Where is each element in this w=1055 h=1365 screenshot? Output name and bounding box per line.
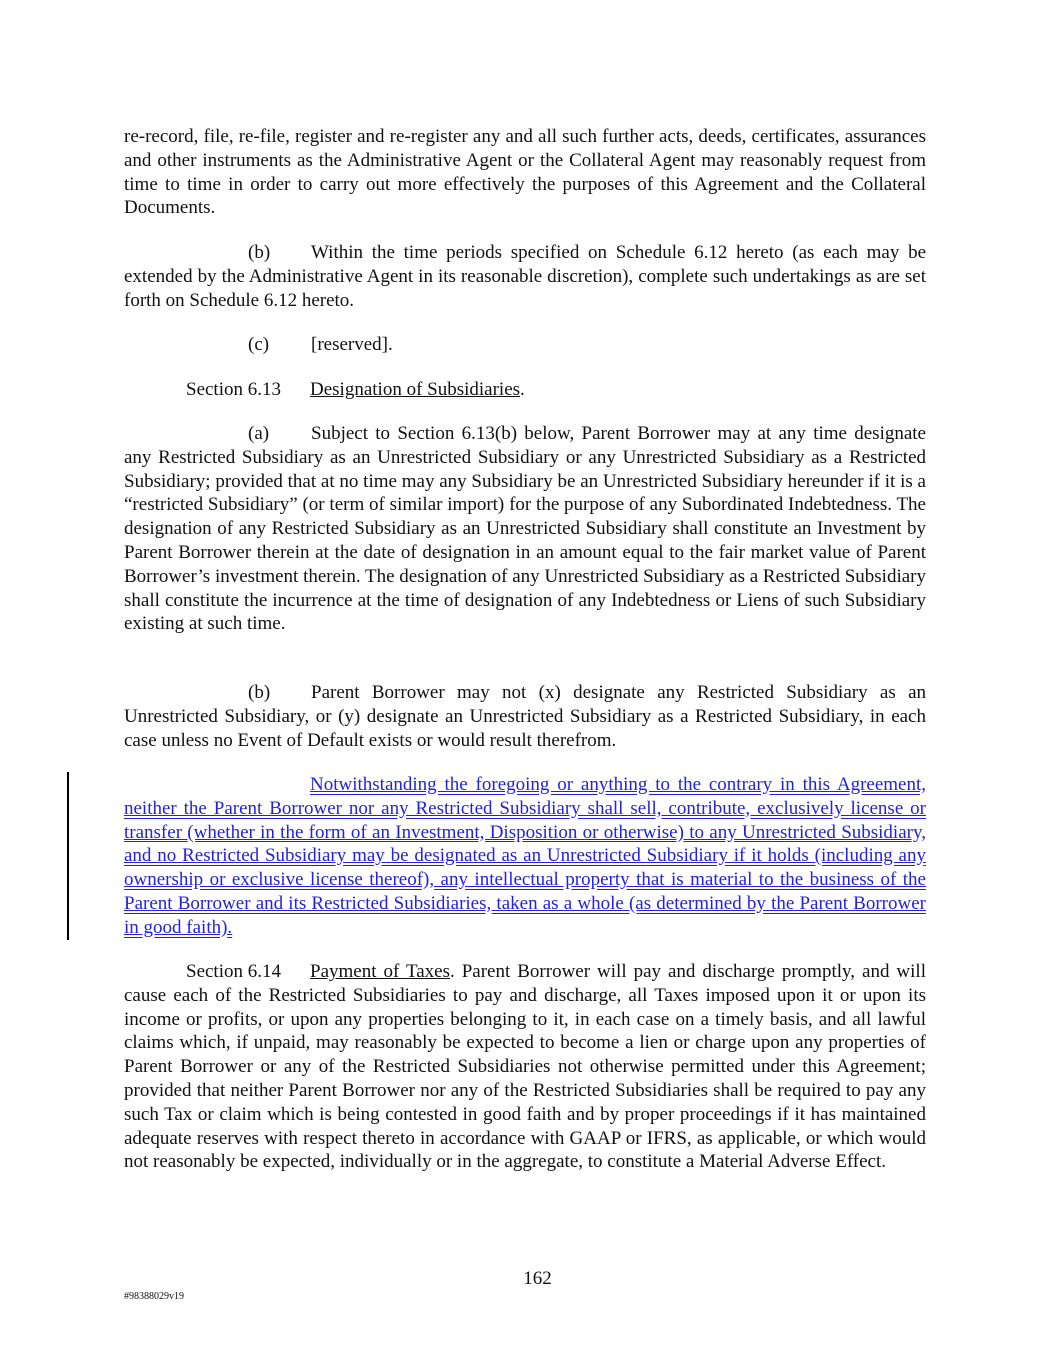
section-title-period: . — [520, 379, 525, 400]
paragraph-continuation — [124, 125, 926, 220]
paragraph-label: (c) — [248, 334, 270, 355]
section-6-13-heading — [124, 378, 926, 402]
paragraph-inserted-revision — [124, 773, 926, 940]
paragraph-label: (a) — [248, 423, 270, 444]
document-id: #98388029v19 — [124, 1291, 184, 1302]
section-number: Section 6.14 — [186, 961, 281, 982]
section-number: Section 6.13 — [186, 379, 281, 400]
paragraph-label: (b) — [248, 682, 271, 703]
paragraph-text: Subject to Section 6.13(b) below, Parent Borrower may at any time designate any Restricted Subsidiary as an Unrestricted Subsidiary or any Unrestricted Subsidiary as a Restricted Subsidiary; provided that at no time may any Subsidiary be an Unrestricted Subsidiary hereunder if it is a “restricted Subsidiary” (or term of similar import) for the purpose of any Subordinated Indebtedness. The designation of any Restricted Subsidiary as an Unrestricted Subsidiary shall constitute an Investment by Parent Borrower therein at the date of designation in an amount equal to the fair market value of Parent Borrower’s investment therein. The designation of any Unrestricted Subsidiary as a Restricted Subsidiary shall constitute the incurrence at the time of designation of any Indebtedness or Liens of such Subsidiary existing at such time. — [124, 423, 926, 635]
paragraph-6-13-b — [124, 681, 926, 752]
paragraph-6-12-b — [124, 241, 926, 312]
paragraph-6-13-a — [124, 422, 926, 636]
page-number: 162 — [523, 1268, 552, 1289]
section-6-14 — [124, 960, 926, 1174]
revision-change-bar — [67, 772, 69, 940]
paragraph-text: re-record, file, re-file, register and re-register any and all such further acts, deeds, certificates, assurances and other instruments as the Administrative Agent or the Collateral Agent may reasonably request from time to time in order to carry out more effectively the purposes of this Agreement and the Collateral Documents. — [124, 126, 926, 219]
paragraph-label: (b) — [248, 242, 271, 263]
section-body: . Parent Borrower will pay and discharge promptly, and will cause each of the Restricted Subsidiaries to pay and discharge, all Taxes imposed upon it or upon its income or profits, or upon any properties belonging to it, in each case on a timely basis, and all lawful claims which, if unpaid, may reasonably be expected to become a lien or charge upon any properties of Parent Borrower or any of the Restricted Subsidiaries not otherwise permitted under this Agreement; provided that neither Parent Borrower nor any of the Restricted Subsidiaries shall be required to pay any such Tax or claim which is being contested in good faith and by proper proceedings if it has maintained adequate reserves with respect thereto in accordance with GAAP or IFRS, as applicable, or which would not reasonably be expected, individually or in the aggregate, to constitute a Material Adverse Effect. — [124, 961, 926, 1173]
paragraph-text: Within the time periods specified on Schedule 6.12 hereto (as each may be extended by the Administrative Agent in its reasonable discretion), complete such undertakings as are set forth on Schedule 6.12 hereto. — [124, 242, 926, 311]
section-title: Designation of Subsidiaries — [310, 379, 521, 400]
paragraph-6-12-c — [124, 333, 926, 357]
section-title: Payment of Taxes — [310, 961, 450, 982]
inserted-text: Notwithstanding the foregoing or anything to the contrary in this Agreement, neither the Parent Borrower nor any Restricted Subsidiary shall sell, contribute, exclusively license or transfer (whether in the form of an Investment, Disposition or otherwise) to any Unrestricted Subsidiary, and no Restricted Subsidiary may be designated as an Unrestricted Subsidiary if it holds (including any ownership or exclusive license thereof), any intellectual property that is material to the business of the Parent Borrower and its Restricted Subsidiaries, taken as a whole (as determined by the Parent Borrower in good faith). — [124, 774, 926, 938]
paragraph-text: [reserved]. — [311, 334, 393, 355]
paragraph-text: Parent Borrower may not (x) designate any Restricted Subsidiary as an Unrestricted Subsidiary, or (y) designate an Unrestricted Subsidiary as a Restricted Subsidiary, in each case unless no Event of Default exists or would result therefrom. — [124, 682, 926, 751]
